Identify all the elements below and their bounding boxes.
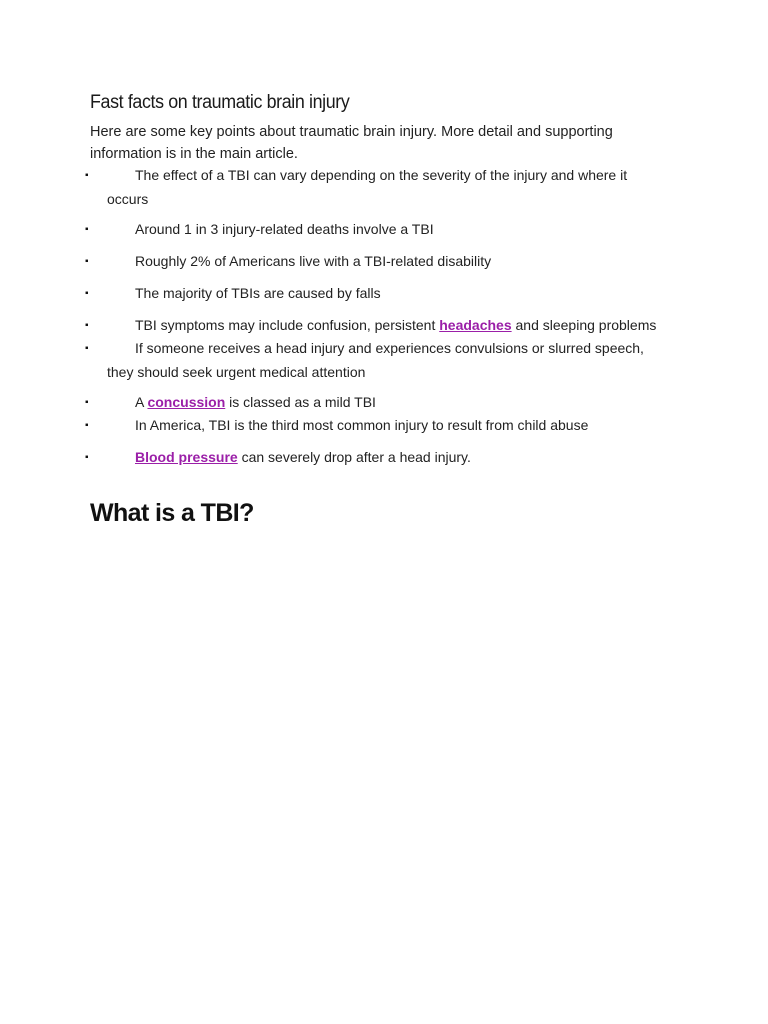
list-item-text: In America, TBI is the third most common injury to result from child abuse	[135, 417, 589, 433]
list-item-text-continued: they should seek urgent medical attention	[107, 364, 366, 380]
list-item-text: Around 1 in 3 injury-related deaths involve a TBI	[135, 221, 434, 237]
bullet-icon: ▪	[85, 420, 89, 431]
list-item-text	[135, 391, 680, 415]
key-points-list	[0, 0, 768, 480]
blood-pressure-link[interactable]: Blood pressure	[135, 449, 238, 465]
list-item-text-before: A	[135, 394, 148, 410]
bullet-icon: ▪	[85, 224, 89, 235]
list-item-text-continued: occurs	[107, 191, 149, 207]
list-item-text: Roughly 2% of Americans live with a TBI-related disability	[135, 253, 492, 269]
list-item-text: The effect of a TBI can vary depending on the severity of the injury and where it	[135, 167, 628, 183]
list-item-text-after: is classed as a mild TBI	[225, 394, 376, 410]
section-heading: What is a TBI?	[90, 499, 254, 527]
bullet-icon: ▪	[85, 256, 89, 267]
bullet-icon: ▪	[85, 343, 89, 354]
page-title: Fast facts on traumatic brain injury	[90, 92, 350, 113]
list-item-text	[135, 314, 680, 338]
list-item-text: The majority of TBIs are caused by falls	[135, 285, 381, 301]
list-item-text	[135, 446, 680, 470]
concussion-link[interactable]: concussion	[147, 394, 226, 410]
bullet-icon: ▪	[85, 170, 89, 181]
list-item-text-after: can severely drop after a head injury.	[237, 449, 471, 465]
list-item-text: If someone receives a head injury and experiences convulsions or slurred speech,	[135, 340, 644, 356]
headaches-link[interactable]: headaches	[439, 317, 512, 333]
bullet-icon: ▪	[85, 320, 89, 331]
list-item-text-before: TBI symptoms may include confusion, persistent	[135, 317, 440, 333]
list-item-text-after: and sleeping problems	[511, 317, 657, 333]
bullet-icon: ▪	[85, 452, 89, 463]
bullet-icon: ▪	[85, 397, 89, 408]
intro-paragraph: Here are some key points about traumatic brain injury. More detail and supporting information is in the main article.	[90, 124, 613, 162]
bullet-icon: ▪	[85, 288, 89, 299]
